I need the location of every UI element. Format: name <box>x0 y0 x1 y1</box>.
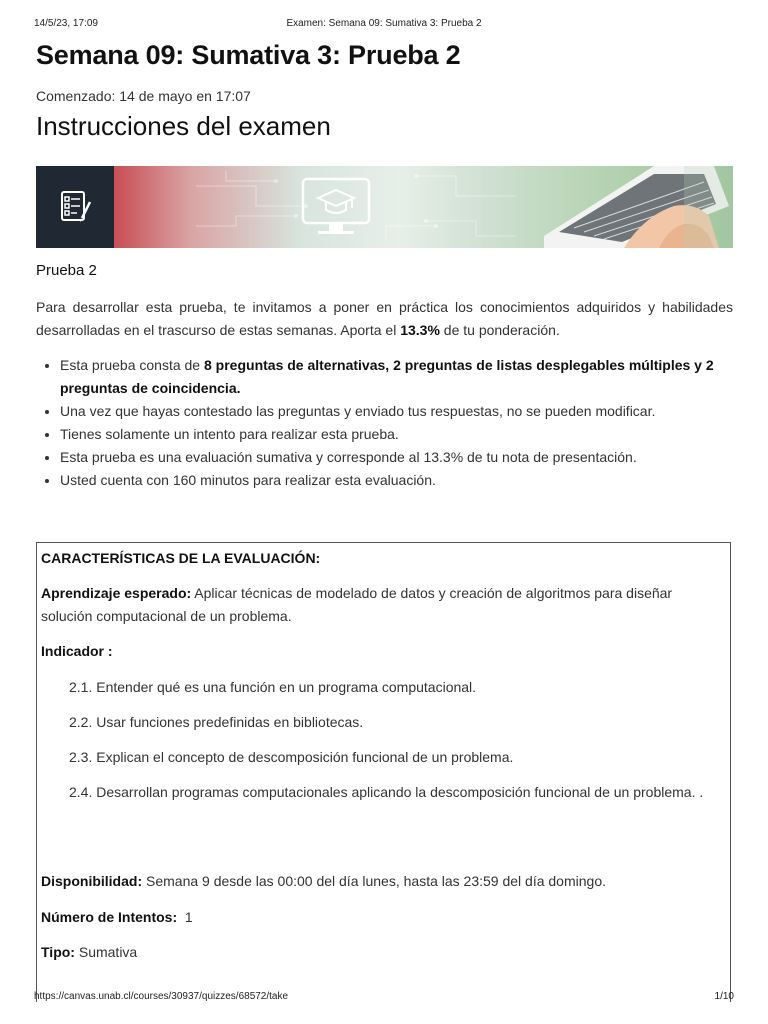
intro-paragraph <box>36 296 733 342</box>
rule-item <box>60 400 740 423</box>
instructions-heading: Instrucciones del examen <box>36 111 331 141</box>
print-doc-title: Examen: Semana 09: Sumativa 3: Prueba 2 <box>286 18 482 29</box>
disponibilidad-text: Semana 9 desde las 00:00 del día lunes, hasta las 23:59 del día domingo. <box>142 873 606 889</box>
course-banner-image <box>36 166 733 248</box>
print-footer <box>34 991 734 1005</box>
banner-dark-panel <box>36 166 114 248</box>
evaluation-characteristics-box <box>36 542 731 1002</box>
graduation-monitor-icon <box>300 176 372 240</box>
evaluation-heading-text: CARACTERÍSTICAS DE LA EVALUACIÓN: <box>41 550 321 566</box>
rule-text: Esta prueba es una evaluación sumativa y corresponde al 13.3% de tu nota de presentación. <box>60 449 637 465</box>
rule-item <box>60 446 740 469</box>
aprendizaje-row <box>41 582 722 628</box>
tipo-label: Tipo: <box>41 944 75 960</box>
indicator-item: 2.1. Entender qué es una función en un programa computacional. <box>69 679 477 695</box>
print-datetime: 14/5/23, 17:09 <box>34 18 98 29</box>
started-timestamp: Comenzado: 14 de mayo en 17:07 <box>36 88 251 104</box>
section-subheading: Prueba 2 <box>36 262 97 279</box>
indicador-label: Indicador : <box>41 643 113 659</box>
rule-bold-text: 8 preguntas de alternativas, 2 preguntas de listas desplegables múltiples y 2 preguntas de coincidencia. <box>60 357 714 396</box>
rules-list <box>36 354 740 492</box>
rule-item <box>60 469 740 492</box>
indicador-row <box>41 640 722 663</box>
tipo-row <box>41 941 722 964</box>
intentos-row <box>41 906 722 929</box>
intentos-value: 1 <box>177 909 193 925</box>
aprendizaje-text: Aplicar técnicas de modelado de datos y creación de algoritmos para diseñar solución computacional de un problema. <box>41 585 673 624</box>
rule-item <box>60 354 740 400</box>
intro-percentage: 13.3% <box>400 322 440 338</box>
laptop-typing-hands <box>504 166 733 248</box>
rule-item <box>60 423 740 446</box>
disponibilidad-row <box>41 870 722 893</box>
rule-text: Usted cuenta con 160 minutos para realizar esta evaluación. <box>60 472 436 488</box>
evaluation-heading <box>41 547 722 570</box>
intentos-label: Número de Intentos: <box>41 909 178 925</box>
print-page-number: 1/10 <box>714 991 734 1002</box>
aprendizaje-label: Aprendizaje esperado: <box>41 585 192 601</box>
disponibilidad-label: Disponibilidad: <box>41 873 143 889</box>
print-header <box>34 18 734 32</box>
quiz-title: Semana 09: Sumativa 3: Prueba 2 <box>36 40 461 70</box>
rule-text: Una vez que hayas contestado las preguntas y enviado tus respuestas, no se pueden modificar. <box>60 403 656 419</box>
indicator-item: 2.2. Usar funciones predefinidas en bibliotecas. <box>69 714 364 730</box>
exam-checklist-icon <box>56 188 94 226</box>
print-url: https://canvas.unab.cl/courses/30937/quizzes/68572/take <box>34 991 289 1002</box>
tipo-value: Sumativa <box>74 944 138 960</box>
rule-text: Esta prueba consta de <box>60 357 204 373</box>
intro-text: Para desarrollar esta prueba, te invitamos a poner en práctica los conocimientos adquiridos y habilidades desarrolladas en el trascurso de estas semanas. Aporta el <box>36 299 733 338</box>
rule-text: Tienes solamente un intento para realizar esta prueba. <box>60 426 399 442</box>
intro-tail: de tu ponderación. <box>439 322 560 338</box>
indicator-item: 2.3. Explican el concepto de descomposición funcional de un problema. <box>69 749 514 765</box>
indicator-item: 2.4. Desarrollan programas computacionales aplicando la descomposición funcional de un problema. . <box>69 784 704 800</box>
